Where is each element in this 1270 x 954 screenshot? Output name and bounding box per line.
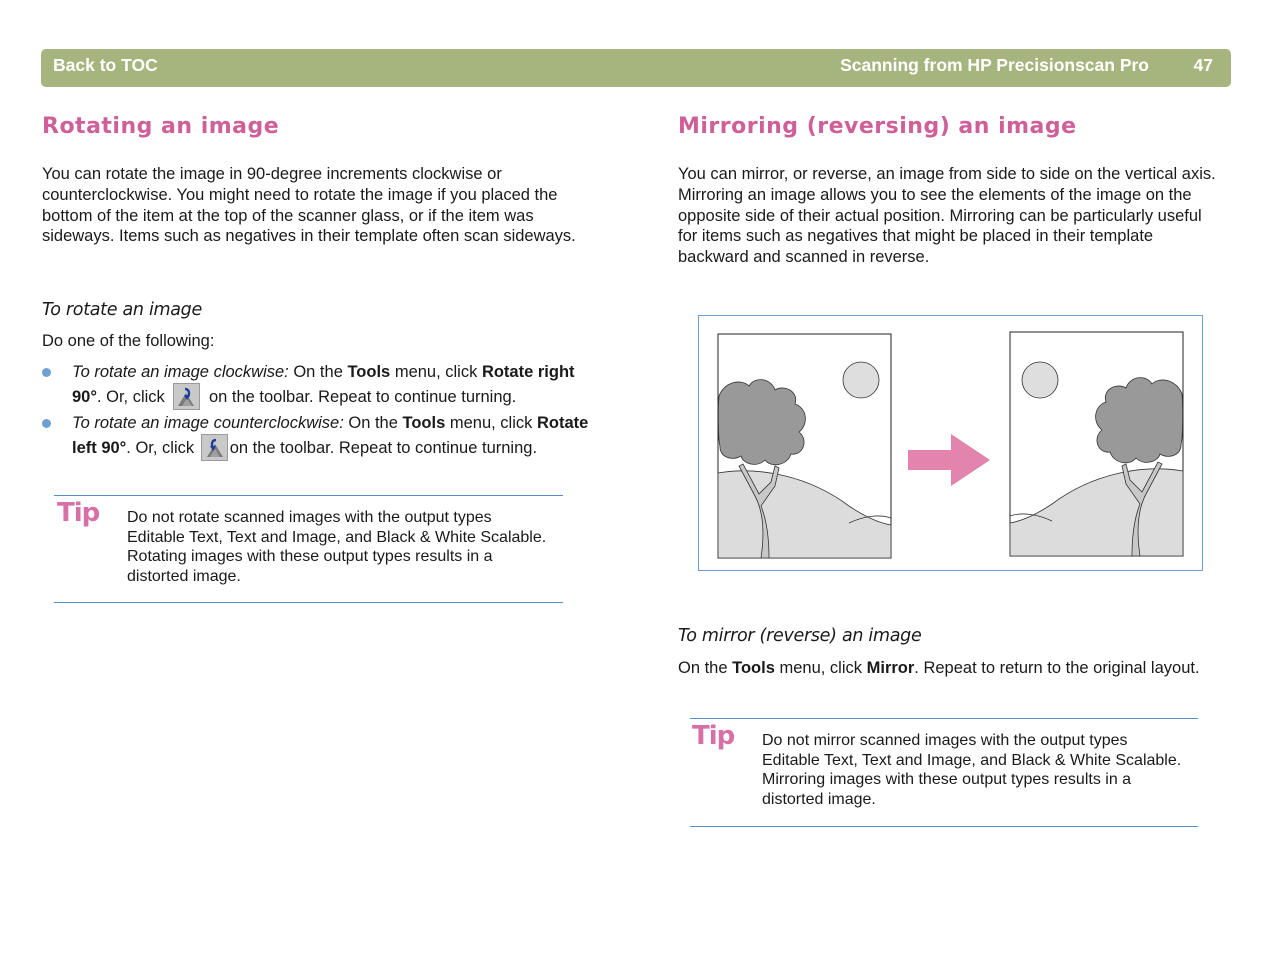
rotate-left-toolbar-icon[interactable] (201, 434, 228, 461)
tip-bottom-rule (54, 602, 563, 603)
bullet-dot (42, 419, 51, 428)
rotate-tip-text: Do not rotate scanned images with the output types Editable Text, Text and Image, and Black & White Scalable. Rotating images with these output types results in a distorted image. (127, 509, 547, 585)
header-bar (41, 49, 1231, 87)
bullet-dot (42, 368, 51, 377)
back-to-toc-link[interactable]: Back to TOC (53, 55, 158, 75)
rotate-heading: Rotating an image (42, 114, 280, 139)
original-image-panel (718, 334, 891, 558)
rotate-intro: You can rotate the image in 90-degree increments clockwise or counterclockwise. You might need to rotate the image if you placed the bottom of the item at the top of the scanner glass, or if the item was sideways. Items such as negatives in their template often scan sideways. (42, 165, 576, 246)
document-title: Scanning from HP Precisionscan Pro (840, 55, 1149, 75)
mirror-intro: You can mirror, or reverse, an image from side to side on the vertical axis. Mirroring an image allows you to see the elements of the image on the opposite side of their actual position. Mirroring can be particularly useful for items such as negatives that might be placed in their template backward and scanned in reverse. (678, 165, 1216, 267)
rotate-clockwise-step: To rotate an image clockwise: On the Tools menu, click Rotate right 90°. Or, click on the toolbar. Repeat to continue turning. (72, 362, 602, 410)
tools-menu-ref: Tools (402, 414, 446, 432)
tip-label: Tip (57, 498, 100, 528)
mirror-illustration (698, 315, 1203, 571)
rotate-right-command: Rotate right 90° (72, 363, 575, 406)
mirror-command: Mirror (866, 659, 915, 677)
mirror-step: On the Tools menu, click Mirror. Repeat to return to the original layout. (678, 659, 1200, 677)
mirror-illustration-graphic (699, 316, 1202, 570)
rotate-right-toolbar-icon[interactable] (173, 383, 200, 410)
mirror-tip-text: Do not mirror scanned images with the output types Editable Text, Text and Image, and Black & White Scalable. Mirroring images with these output types results in a distorted image. (762, 732, 1182, 808)
tools-menu-ref: Tools (347, 363, 391, 381)
right-arrow-icon (908, 434, 990, 486)
mirror-procedure-title: To mirror (reverse) an image (678, 626, 922, 646)
tools-menu-ref: Tools (732, 659, 775, 677)
tip-bottom-rule (690, 826, 1198, 827)
rotate-left-command: Rotate left 90° (72, 414, 589, 457)
rotate-procedure-lead: Do one of the following: (42, 332, 215, 350)
tip-label: Tip (692, 721, 735, 751)
page-number: 47 (1193, 55, 1213, 75)
rotate-procedure-title: To rotate an image (42, 300, 202, 320)
tip-top-rule (690, 718, 1198, 719)
mirror-heading: Mirroring (reversing) an image (678, 114, 1077, 139)
tip-top-rule (54, 495, 563, 496)
rotate-counterclockwise-step: To rotate an image counterclockwise: On the Tools menu, click Rotate left 90°. Or, click on the toolbar. Repeat to continue turning. (72, 413, 592, 461)
mirrored-image-panel (1010, 332, 1183, 556)
